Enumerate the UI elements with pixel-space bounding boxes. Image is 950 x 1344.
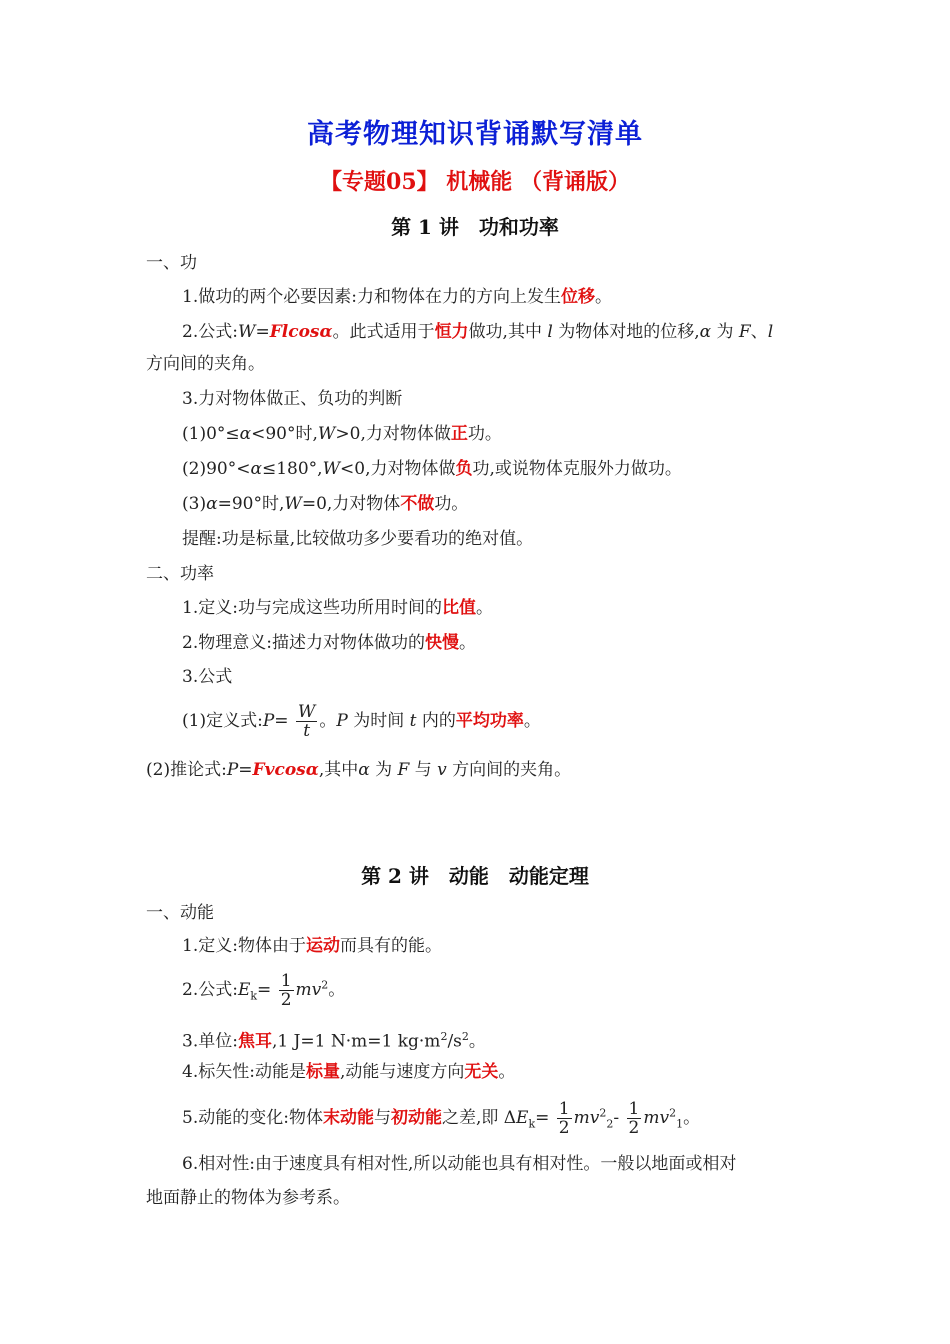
- work-positive-case: (1)0°≤α<90°时,W>0,力对物体做正功。: [182, 424, 502, 444]
- power-definition-formula: (1)定义式:P= $\frac{W}{t}$ 。P 为时间 t 内的平均功率。: [182, 702, 541, 741]
- ke-unit: 3.单位:焦耳,1 J=1 N·m=1 $kg\cdot m^2/s^2$。: [182, 1030, 486, 1052]
- ke-formula: 2.公式$:E_k=$ $\frac{1}{2}$ $mv^2$。: [182, 971, 346, 1010]
- power-formula-heading: 3.公式: [182, 667, 233, 687]
- ke-definition: 1.定义:物体由于运动而具有的能。: [182, 936, 442, 956]
- ke-relativity: 6.相对性:由于速度具有相对性,所以动能也具有相对性。一般以地面或相对: [182, 1154, 737, 1174]
- ke-change: 5.动能的变化:物体末动能与初动能之差,即 $\Delta E_k=$ $\frac{1}{2}$ $mv^2_2-$ $\frac{1}{2}$ $mv^2_1$。: [182, 1099, 701, 1138]
- fraction-one-half: $\frac{1}{2}$: [280, 971, 292, 1010]
- work-formula-cont: 方向间的夹角。: [146, 354, 265, 374]
- section-work-heading: 一、功: [146, 253, 197, 273]
- work-reminder: 提醒:功是标量,比较做功多少要看功的绝对值。: [182, 529, 534, 549]
- power-derived-formula: (2)推论式:P=Fvcosα,其中α 为 F 与 v 方向间的夹角。: [146, 760, 572, 780]
- section-kinetic-energy-heading: 一、动能: [146, 903, 214, 923]
- work-zero-case: (3)α=90°时,W=0,力对物体不做功。: [182, 494, 469, 514]
- power-definition: 1.定义:功与完成这些功所用时间的比值。: [182, 598, 493, 618]
- topic-subtitle: 【专题05】 机械能 （背诵版）: [320, 169, 630, 195]
- work-formula: 2.公式:W=Flcosα。此式适用于恒力做功,其中 l 为物体对地的位移,α 为 F、l: [182, 322, 774, 342]
- work-sign-judgment: 3.力对物体做正、负功的判断: [182, 389, 403, 409]
- work-factors: 1.做功的两个必要因素:力和物体在力的方向上发生位移。: [182, 287, 612, 307]
- fraction-w-over-t: $\frac{W}{t}$: [297, 702, 316, 741]
- page-title: 高考物理知识背诵默写清单: [307, 119, 643, 150]
- work-negative-case: (2)90°<α≤180°,W<0,力对物体做负功,或说物体克服外力做功。: [182, 459, 682, 479]
- lecture-1-heading: 第 1 讲 功和功率: [391, 215, 559, 239]
- fraction-one-half-final: $\frac{1}{2}$: [558, 1099, 570, 1138]
- ke-relativity-cont: 地面静止的物体为参考系。: [146, 1188, 350, 1208]
- lecture-2-heading: 第 2 讲 动能 动能定理: [361, 864, 589, 888]
- ke-scalar: 4.标矢性:动能是标量,动能与速度方向无关。: [182, 1062, 516, 1082]
- fraction-one-half-initial: $\frac{1}{2}$: [628, 1099, 640, 1138]
- power-meaning: 2.物理意义:描述力对物体做功的快慢。: [182, 633, 476, 653]
- section-power-heading: 二、功率: [146, 564, 214, 584]
